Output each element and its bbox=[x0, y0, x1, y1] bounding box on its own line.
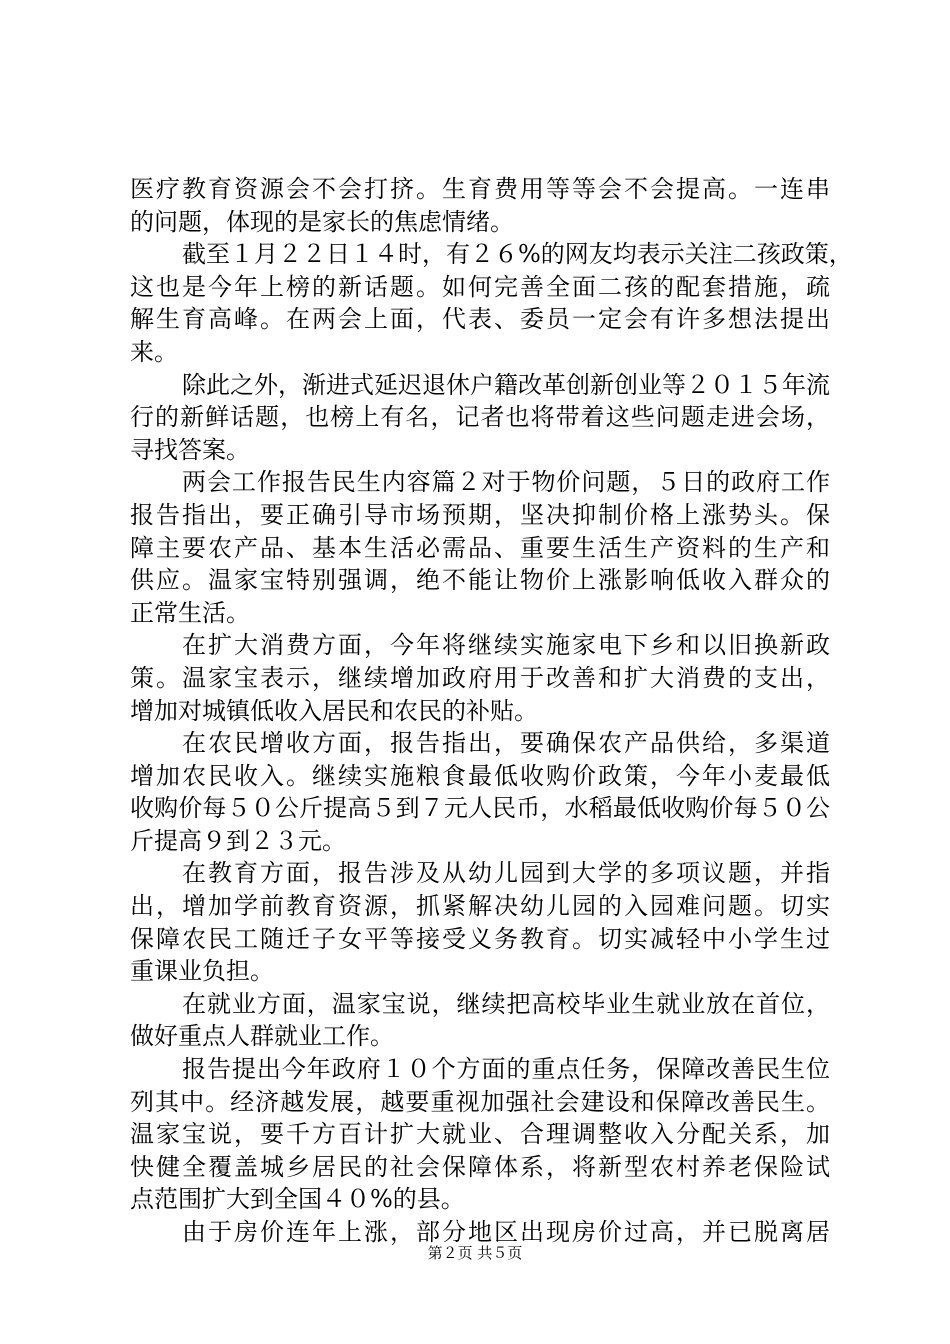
text-line: 快健全覆盖城乡居民的社会保障体系，将新型农村养老保险试 bbox=[130, 1152, 830, 1181]
text-line: 正常生活。 bbox=[130, 598, 250, 627]
text-line: 解生育高峰。在两会上面，代表、委员一定会有许多想法提出 bbox=[130, 305, 830, 334]
text-line: 这也是今年上榜的新话题。如何完善全面二孩的配套措施，疏 bbox=[130, 272, 830, 301]
text-line: 由于房价连年上涨，部分地区出现房价过高，并已脱离居 bbox=[182, 1218, 830, 1246]
text-line: 寻找答案。 bbox=[130, 435, 250, 464]
text-line: 在就业方面，温家宝说，继续把高校毕业生就业放在首位， bbox=[182, 989, 830, 1018]
document-body bbox=[130, 173, 853, 1249]
text-line: 列其中。经济越发展，越要重视加强社会建设和保障改善民生。 bbox=[130, 1087, 830, 1116]
text-line: 温家宝说，要千方百计扩大就业、合理调整收入分配关系，加 bbox=[130, 1120, 830, 1149]
text-line: 保障农民工随迁子女平等接受义务教育。切实减轻中小学生过 bbox=[130, 924, 830, 953]
text-line: 行的新鲜话题，也榜上有名，记者也将带着这些问题走进会场， bbox=[130, 403, 830, 432]
text-line: 点范围扩大到全国４０%的县。 bbox=[130, 1185, 465, 1214]
text-line: 出，增加学前教育资源，抓紧解决幼儿园的入园难问题。切实 bbox=[130, 892, 830, 921]
text-line: 来。 bbox=[130, 337, 178, 366]
text-line: 斤提高９到２３元。 bbox=[130, 826, 346, 855]
text-line: 收购价每５０公斤提高５到７元人民币，水稻最低收购价每５０公 bbox=[130, 794, 830, 823]
text-line: 的问题，体现的是家长的焦虑情绪。 bbox=[130, 207, 514, 236]
text-line: 报告指出，要正确引导市场预期，坚决抑制价格上涨势头。保 bbox=[130, 500, 830, 529]
text-line: 医疗教育资源会不会打挤。生育费用等等会不会提高。一连串 bbox=[130, 175, 830, 203]
text-line: 除此之外，渐进式延迟退休户籍改革创新创业等２０１５年流 bbox=[182, 370, 830, 399]
page-footer: 第２页 共５页 bbox=[427, 1244, 523, 1262]
text-line: 两会工作报告民生内容篇２对于物价问题，５日的政府工作 bbox=[182, 468, 830, 497]
text-line: 障主要农产品、基本生活必需品、重要生活生产资料的生产和 bbox=[130, 533, 830, 562]
text-line: 增加农民收入。继续实施粮食最低收购价政策，今年小麦最低 bbox=[130, 761, 830, 790]
text-line: 供应。温家宝特别强调，绝不能让物价上涨影响低收入群众的 bbox=[130, 566, 830, 595]
text-line: 在扩大消费方面，今年将继续实施家电下乡和以旧换新政 bbox=[182, 631, 830, 660]
text-line: 在农民增收方面，报告指出，要确保农产品供给，多渠道 bbox=[182, 729, 830, 758]
text-line: 截至１月２２日１４时，有２６%的网友均表示关注二孩政策， bbox=[182, 240, 853, 269]
text-line: 做好重点人群就业工作。 bbox=[130, 1022, 394, 1051]
text-line: 在教育方面，报告涉及从幼儿园到大学的多项议题，并指 bbox=[182, 859, 830, 888]
text-line: 增加对城镇低收入居民和农民的补贴。 bbox=[130, 696, 538, 725]
text-line: 报告提出今年政府１０个方面的重点任务，保障改善民生位 bbox=[182, 1055, 830, 1084]
text-line: 重课业负担。 bbox=[130, 957, 274, 986]
text-line: 策。温家宝表示，继续增加政府用于改善和扩大消费的支出， bbox=[130, 663, 830, 692]
